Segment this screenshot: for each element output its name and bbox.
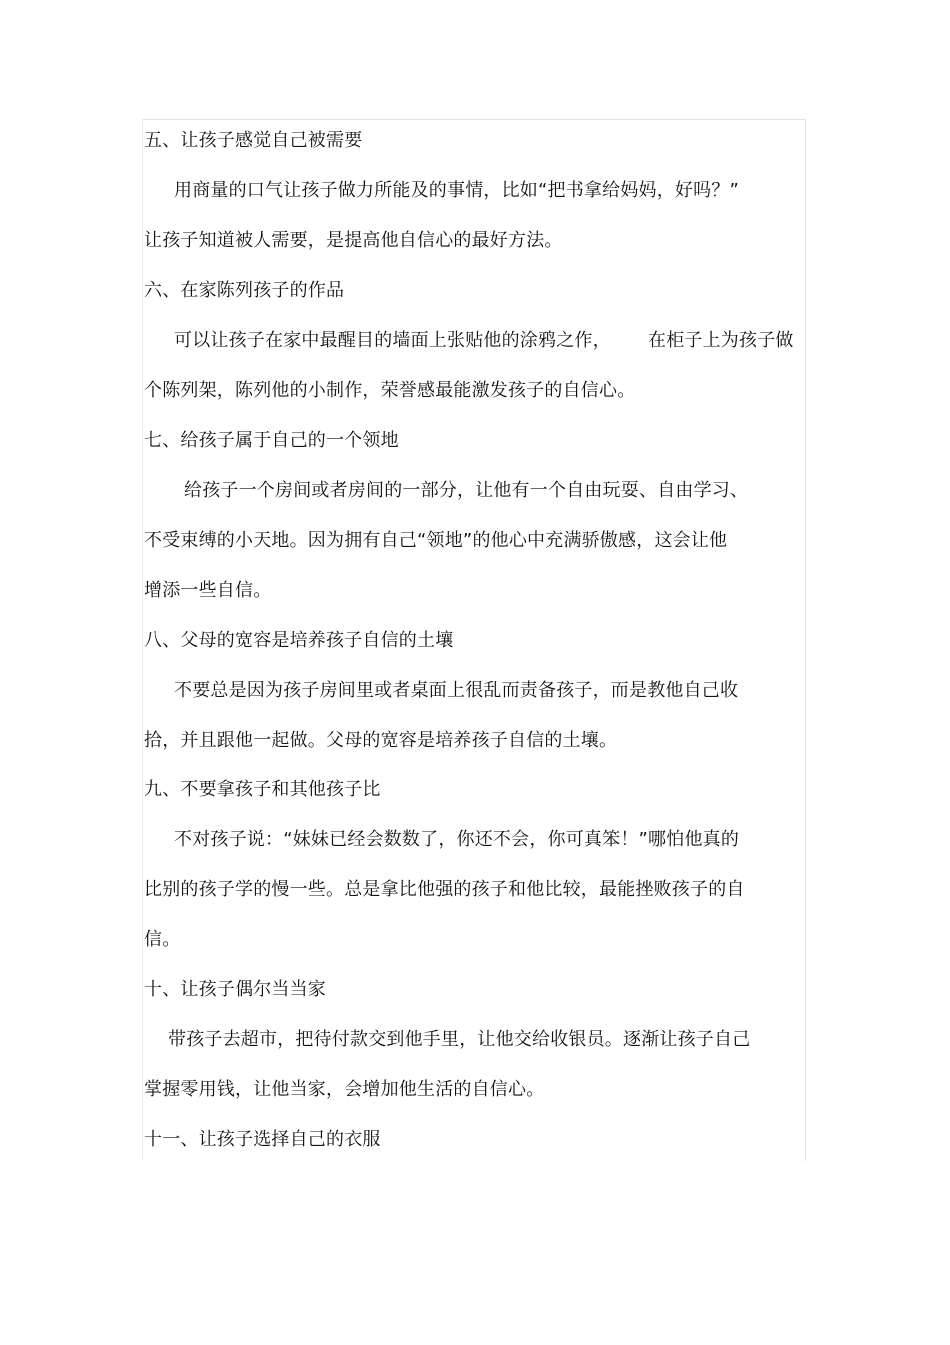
paragraph-line: 掌握零用钱，让他当家，会增加他生活的自信心。 (144, 1079, 545, 1100)
paragraph-line: 可以让孩子在家中最醒目的墙面上张贴他的涂鸦之作， (174, 330, 611, 351)
paragraph-line: 给孩子一个房间或者房间的一部分，让他有一个自由玩耍、自由学习、 (184, 480, 749, 501)
paragraph-line: 比别的孩子学的慢一些。总是拿比他强的孩子和他比较，最能挫败孩子的自 (144, 879, 745, 900)
paragraph-line: 个陈列架，陈列他的小制作，荣誉感最能激发孩子的自信心。 (144, 380, 636, 401)
section-heading-9: 九、不要拿孩子和其他孩子比 (144, 779, 381, 800)
paragraph-line: 信。 (144, 929, 181, 950)
paragraph-line: 让孩子知道被人需要，是提高他自信心的最好方法。 (144, 230, 563, 251)
section-heading-5: 五、让孩子感觉自己被需要 (144, 130, 363, 151)
paragraph-line: 拾，并且跟他一起做。父母的宽容是培养孩子自信的土壤。 (144, 730, 618, 751)
paragraph-line: 在柜子上为孩子做 (648, 330, 794, 351)
paragraph-line: 不受束缚的小天地。因为拥有自己“领地”的他心中充满骄傲感，这会让他 (144, 530, 728, 551)
section-heading-8: 八、父母的宽容是培养孩子自信的土壤 (144, 630, 454, 651)
paragraph-line: 不对孩子说：“妹妹已经会数数了，你还不会，你可真笨！”哪怕他真的 (174, 829, 740, 850)
section-heading-7: 七、给孩子属于自己的一个领地 (144, 430, 399, 451)
section-heading-6: 六、在家陈列孩子的作品 (144, 280, 345, 301)
paragraph-line: 带孩子去超市，把待付款交到他手里，让他交给收银员。逐渐让孩子自己 (168, 1029, 751, 1050)
section-heading-10: 十、让孩子偶尔当当家 (144, 979, 326, 1000)
paragraph-line: 用商量的口气让孩子做力所能及的事情，比如“把书拿给妈妈，好吗？” (174, 180, 740, 201)
section-heading-11: 十一、让孩子选择自己的衣服 (144, 1129, 381, 1150)
paragraph-line: 增添一些自信。 (144, 580, 272, 601)
paragraph-line: 不要总是因为孩子房间里或者桌面上很乱而责备孩子，而是教他自己收 (174, 680, 739, 701)
